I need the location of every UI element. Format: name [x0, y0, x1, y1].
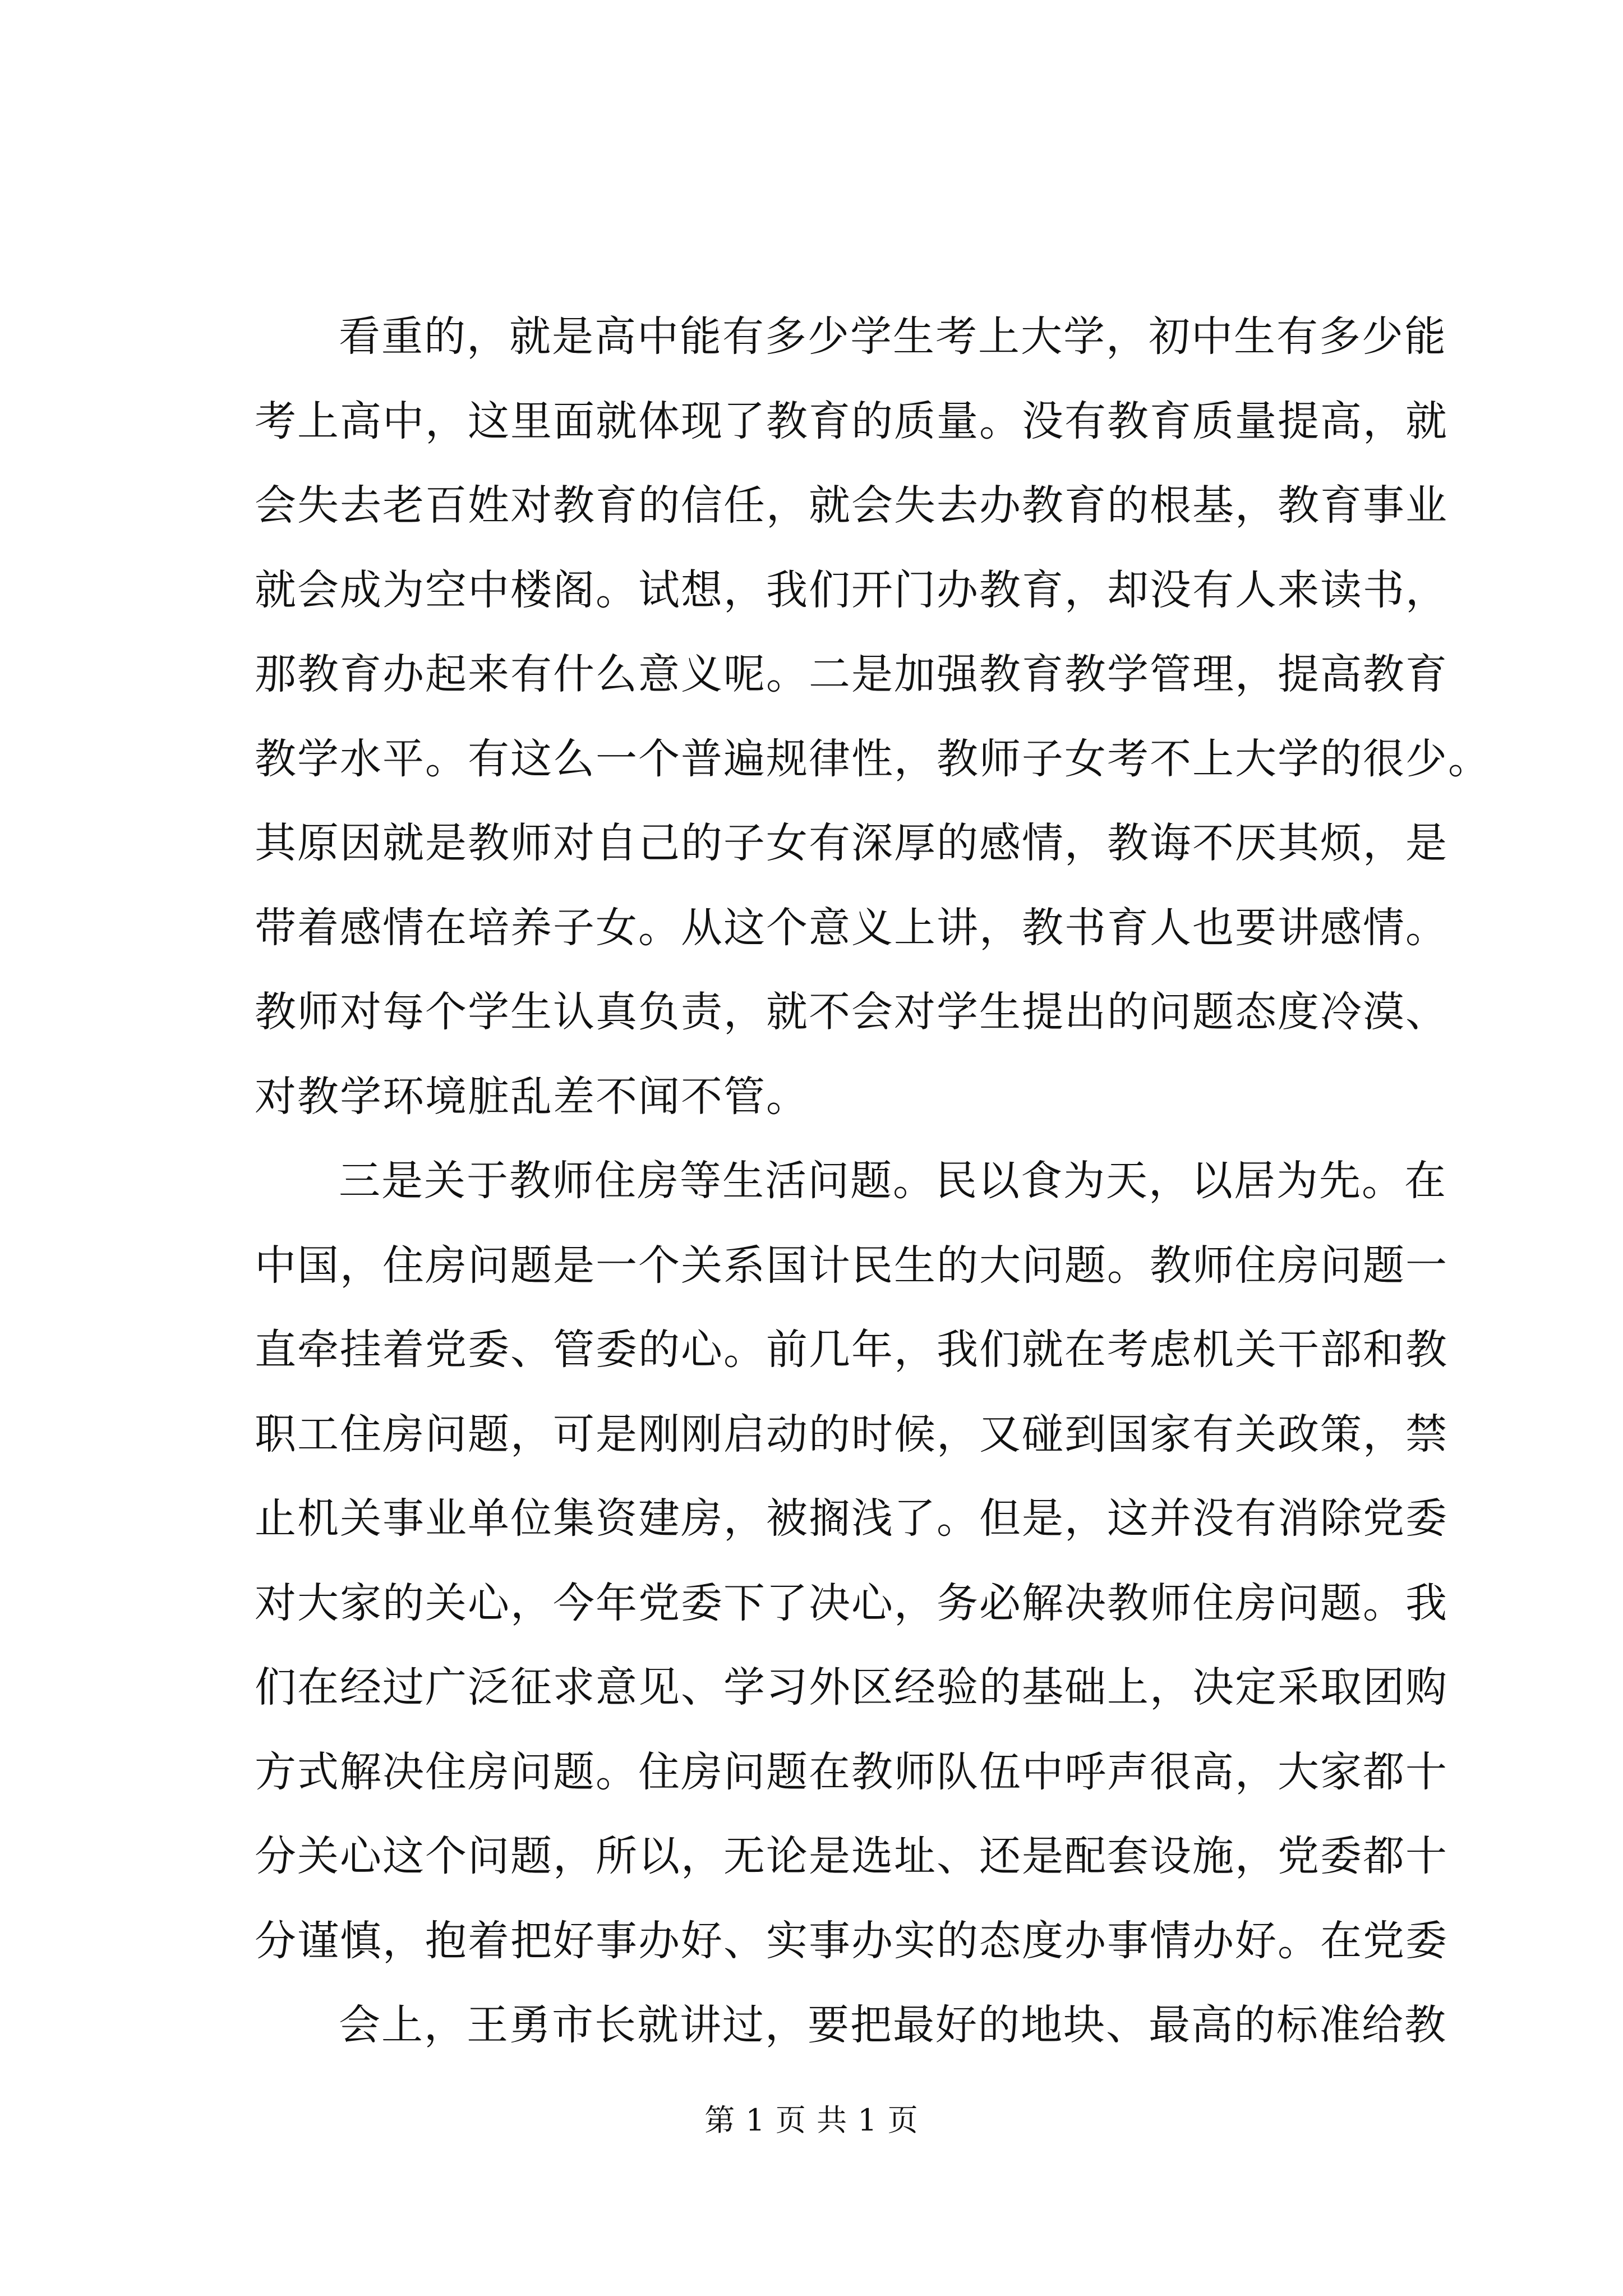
text-line: 会上，王勇市长就讲过，要把最好的地块、最高的标准给教 [339, 2001, 1447, 2049]
text-line: 教师对每个学生认真负责，就不会对学生提出的问题态度冷漠、 [255, 988, 1448, 1036]
text-line: 就会成为空中楼阁。试想，我们开门办教育，却没有人来读书， [255, 565, 1448, 614]
text-line: 们在经过广泛征求意见、学习外区经验的基础上，决定采取团购 [255, 1663, 1448, 1711]
text-line: 直牵挂着党委、管委的心。前几年，我们就在考虑机关干部和教 [255, 1326, 1448, 1374]
text-line: 中国，住房问题是一个关系国计民生的大问题。教师住房问题一 [255, 1241, 1448, 1290]
text-line: 其原因就是教师对自己的子女有深厚的感情，教诲不厌其烦，是 [255, 819, 1448, 867]
body-text [255, 295, 1491, 2068]
text-line: 职工住房问题，可是刚刚启动的时候，又碰到国家有关政策，禁 [255, 1410, 1448, 1458]
text-line: 三是关于教师住房等生活问题。民以食为天，以居为先。在 [339, 1157, 1447, 1205]
text-line: 分谨慎，抱着把好事办好、实事办实的态度办事情办好。在党委 [255, 1916, 1448, 1965]
text-line: 对教学环境脏乱差不闻不管。 [255, 1072, 809, 1121]
text-line: 方式解决住房问题。住房问题在教师队伍中呼声很高，大家都十 [255, 1747, 1448, 1796]
text-line: 止机关事业单位集资建房，被搁浅了。但是，这并没有消除党委 [255, 1494, 1448, 1543]
text-line: 考上高中，这里面就体现了教育的质量。没有教育质量提高，就 [255, 397, 1448, 445]
text-line: 看重的，就是高中能有多少学生考上大学，初中生有多少能 [339, 312, 1447, 361]
text-line: 对大家的关心，今年党委下了决心，务必解决教师住房问题。我 [255, 1579, 1448, 1627]
text-line: 分关心这个问题，所以，无论是选址、还是配套设施，党委都十 [255, 1832, 1448, 1880]
text-line: 会失去老百姓对教育的信任，就会失去办教育的根基，教育事业 [255, 481, 1448, 530]
page-footer: 第 1 页 共 1 页 [704, 2102, 919, 2138]
text-line: 带着感情在培养子女。从这个意义上讲，教书育人也要讲感情。 [255, 903, 1448, 952]
text-line: 教学水平。有这么一个普遍规律性，教师子女考不上大学的很少。 [255, 734, 1491, 783]
text-line: 那教育办起来有什么意义呢。二是加强教育教学管理，提高教育 [255, 650, 1448, 698]
